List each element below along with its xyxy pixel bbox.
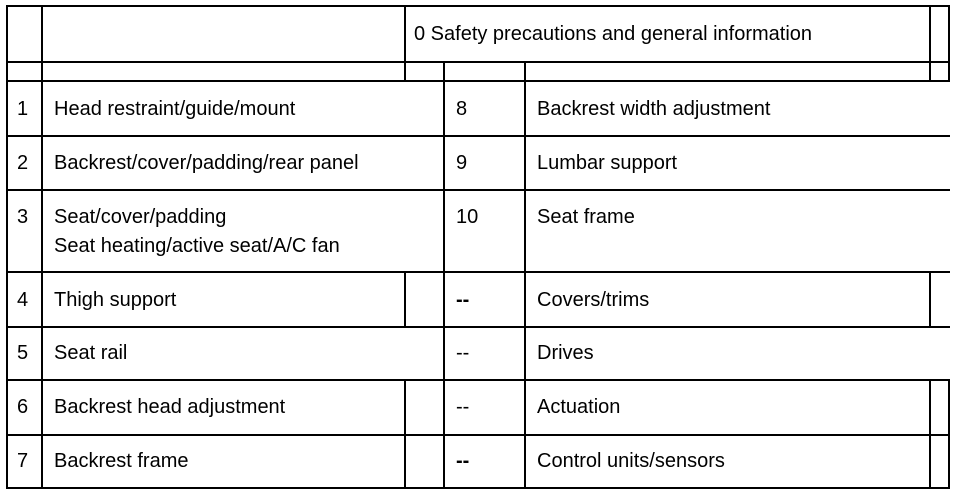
rule-header-bottom xyxy=(6,61,950,63)
rule-right-inner-top xyxy=(929,5,931,82)
row-2-number: 2 xyxy=(17,152,29,174)
row-5-code: -- xyxy=(456,342,470,364)
row-3-number: 3 xyxy=(17,206,29,228)
row-4-left-label: Thigh support xyxy=(54,289,177,311)
rule-row-1 xyxy=(6,135,950,137)
rule-text-col-upper xyxy=(524,61,526,82)
row-6-right-label: Actuation xyxy=(537,396,621,418)
row-3-left-label-line-2: Seat heating/active seat/A/C fan xyxy=(54,235,340,257)
rule-right-edge-row67 xyxy=(948,379,950,489)
rule-row-5 xyxy=(6,379,950,381)
row-2-code: 9 xyxy=(456,152,468,174)
row-2-left-label: Backrest/cover/padding/rear panel xyxy=(54,152,359,174)
row-1-code: 8 xyxy=(456,98,468,120)
section-header-title: 0 Safety precautions and general information xyxy=(414,23,813,45)
rule-num-col xyxy=(41,5,43,489)
rule-left-mid-row4 xyxy=(404,271,406,328)
rule-left-mid-row67 xyxy=(404,379,406,489)
row-7-number: 7 xyxy=(17,450,29,472)
row-7-left-label: Backrest frame xyxy=(54,450,189,472)
row-6-number: 6 xyxy=(17,396,29,418)
rule-code-col xyxy=(443,80,445,489)
rule-left-edge xyxy=(6,5,8,489)
row-5-right-label: Drives xyxy=(537,342,594,364)
rule-bottom xyxy=(6,487,950,489)
row-3-code: 10 xyxy=(456,206,479,228)
rule-row-3 xyxy=(6,271,950,273)
row-1-right-label: Backrest width adjustment xyxy=(537,98,771,120)
rule-right-inner-row4 xyxy=(929,271,931,328)
row-2-right-label: Lumbar support xyxy=(537,152,678,174)
rule-row-6 xyxy=(6,434,950,436)
rule-right-edge-top xyxy=(948,5,950,82)
row-5-number: 5 xyxy=(17,342,29,364)
rule-header-start xyxy=(404,5,406,82)
row-6-left-label: Backrest head adjustment xyxy=(54,396,286,418)
row-1-number: 1 xyxy=(17,98,29,120)
row-7-right-label: Control units/sensors xyxy=(537,450,725,472)
row-3-right-label: Seat frame xyxy=(537,206,635,228)
rule-row-4 xyxy=(6,326,950,328)
row-6-code: -- xyxy=(456,396,470,418)
row-4-right-label: Covers/trims xyxy=(537,289,650,311)
rule-text-col xyxy=(524,80,526,489)
rule-top xyxy=(6,5,950,7)
row-1-left-label: Head restraint/guide/mount xyxy=(54,98,296,120)
rule-code-col-upper xyxy=(443,61,445,82)
rule-spacer-bottom xyxy=(6,80,950,82)
row-7-code: -- xyxy=(456,450,470,472)
rule-right-inner-row67 xyxy=(929,379,931,489)
rule-row-2 xyxy=(6,189,950,191)
row-3-left-label-line-1: Seat/cover/padding xyxy=(54,206,227,228)
row-4-number: 4 xyxy=(17,289,29,311)
row-4-code: -- xyxy=(456,289,470,311)
row-5-left-label: Seat rail xyxy=(54,342,128,364)
